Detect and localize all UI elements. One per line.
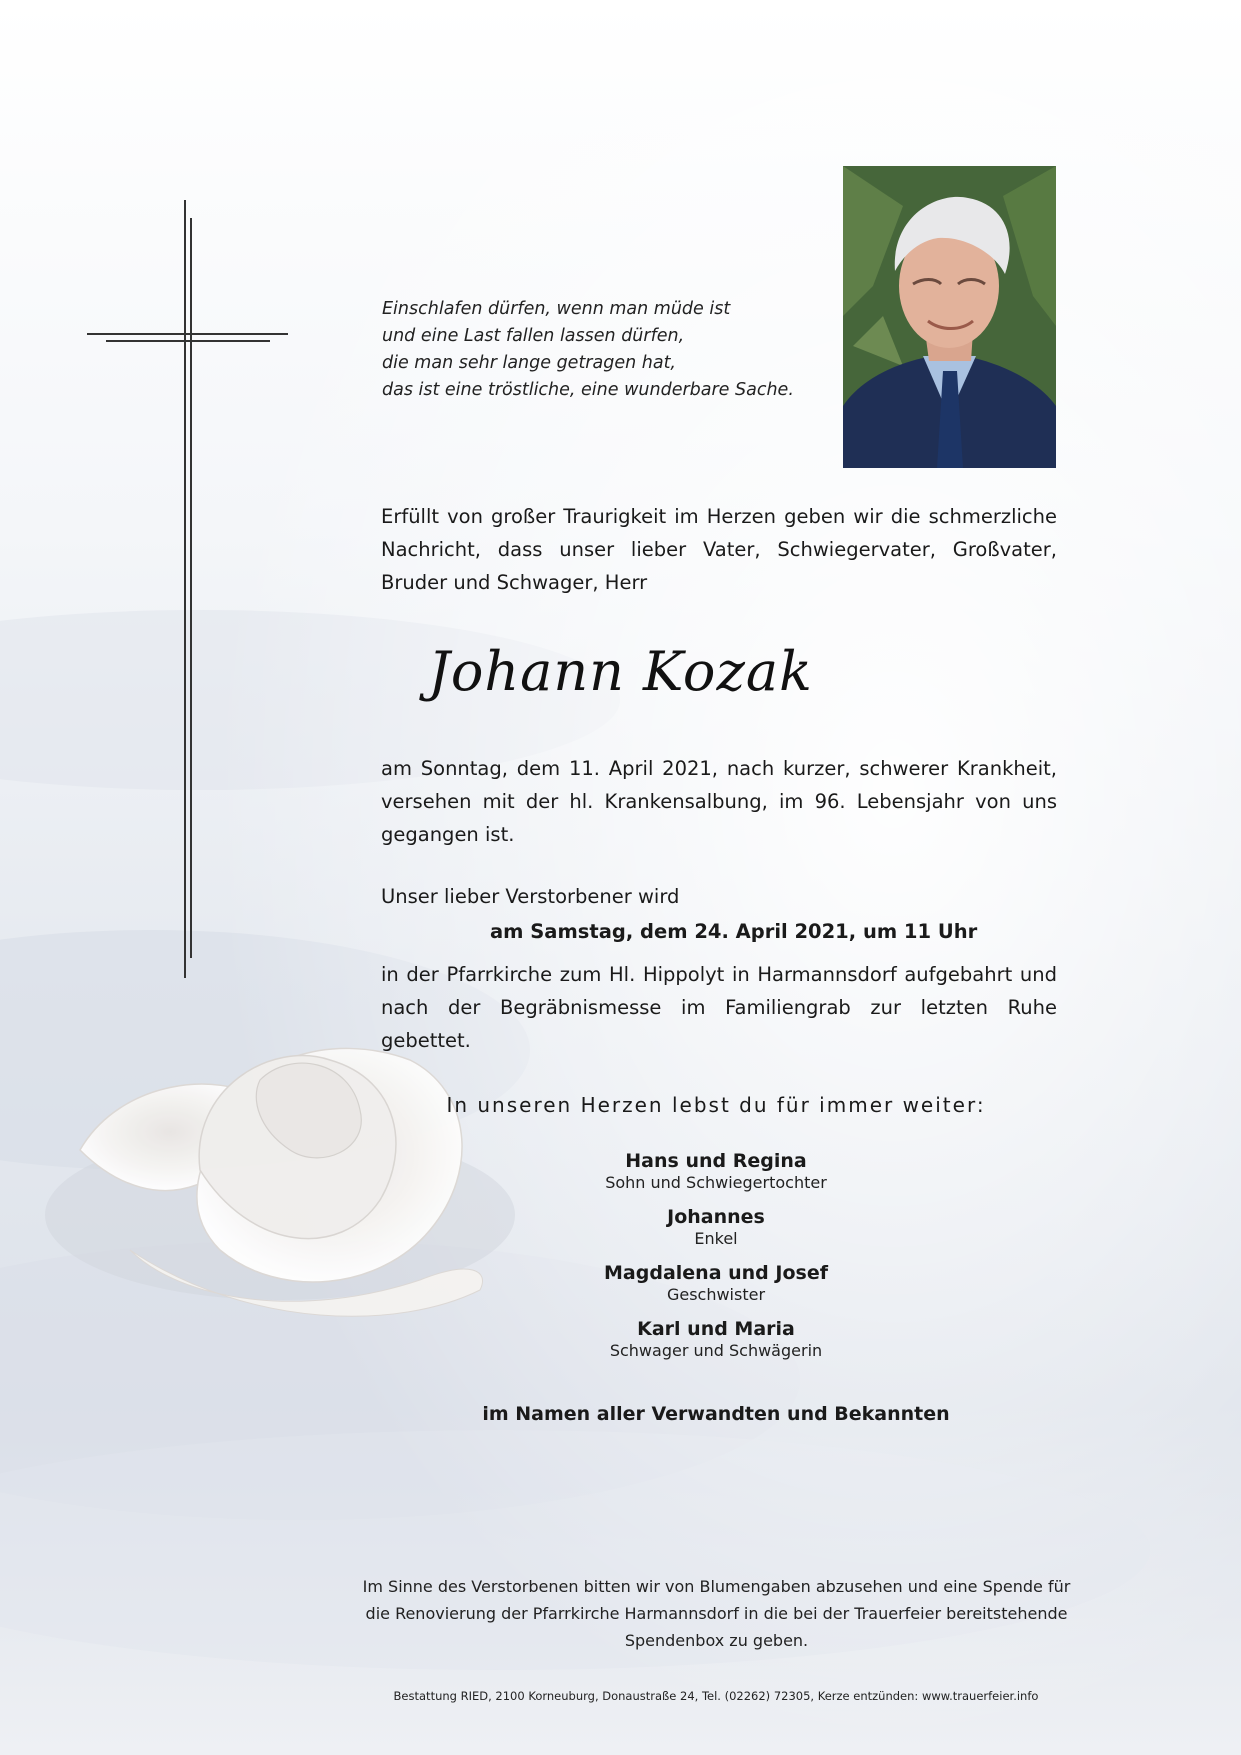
portrait-photo: [843, 166, 1056, 468]
remembrance-line: In unseren Herzen lebst du für immer weiter:: [446, 1093, 986, 1117]
cross-icon: [0, 0, 300, 990]
funeral-home-footer: Bestattung RIED, 2100 Korneuburg, Donaustraße 24, Tel. (02262) 72305, Kerze entzünden: www.trauerfeier.info: [393, 1689, 1039, 1703]
lying-in-state-date: am Samstag, dem 24. April 2021, um 11 Uhr: [490, 920, 978, 943]
announcement-intro: Erfüllt von großer Traurigkeit im Herzen geben wir die schmerzliche Nachricht, dass unser lieber Vater, Schwiegervater, Großvater, Bruder und Schwager, Herr: [381, 505, 1057, 594]
family-member-relation: Enkel: [694, 1229, 738, 1248]
family-member-name: Johannes: [667, 1206, 765, 1228]
death-details: am Sonntag, dem 11. April 2021, nach kurzer, schwerer Krankheit, versehen mit der hl. Krankensalbung, im 96. Lebensjahr von uns gegangen ist.: [381, 757, 1057, 846]
family-member-name: Magdalena und Josef: [604, 1262, 828, 1284]
family-member: [440, 1206, 992, 1262]
lying-in-state-details: in der Pfarrkirche zum Hl. Hippolyt in Harmannsdorf aufgebahrt und nach der Begräbnismesse im Familiengrab zur letzten Ruhe gebettet.: [381, 963, 1057, 1052]
verse-line: und eine Last fallen lassen dürfen,: [382, 326, 685, 346]
closing-line: im Namen aller Verwandten und Bekannten: [482, 1403, 950, 1425]
lying-in-state-intro: Unser lieber Verstorbener wird: [381, 885, 680, 908]
memorial-verse: [382, 296, 802, 404]
family-member-name: Karl und Maria: [637, 1318, 795, 1340]
verse-line: Einschlafen dürfen, wenn man müde ist: [382, 299, 731, 319]
family-member: [440, 1150, 992, 1206]
family-member-relation: Schwager und Schwägerin: [609, 1341, 823, 1360]
family-member: [440, 1262, 992, 1318]
donation-notice: Im Sinne des Verstorbenen bitten wir von Blumengaben abzusehen und eine Spende für die Renovierung der Pfarrkirche Harmannsdorf in die bei der Trauerfeier bereitstehende Spendenbox zu geben.: [362, 1577, 1071, 1650]
verse-line: die man sehr lange getragen hat,: [382, 353, 676, 373]
family-member-relation: Sohn und Schwiegertochter: [605, 1173, 827, 1192]
deceased-name: Johann Kozak: [428, 640, 813, 703]
family-member: [440, 1318, 992, 1374]
family-member-relation: Geschwister: [666, 1285, 766, 1304]
family-member-name: Hans und Regina: [625, 1150, 807, 1172]
verse-line: das ist eine tröstliche, eine wunderbare Sache.: [382, 380, 794, 400]
family-list: [440, 1150, 992, 1374]
